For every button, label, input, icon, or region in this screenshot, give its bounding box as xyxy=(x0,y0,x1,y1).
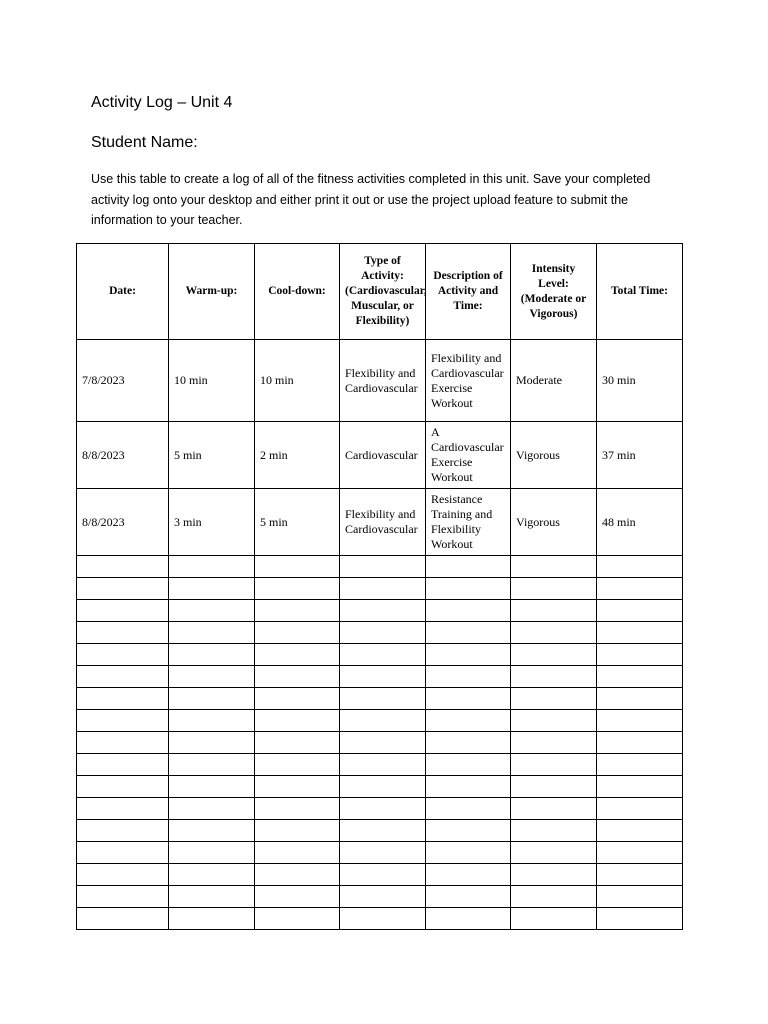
empty-cell[interactable] xyxy=(255,864,340,886)
empty-cell[interactable] xyxy=(255,556,340,578)
table-row-empty xyxy=(77,908,683,930)
header-cool-down: Cool-down: xyxy=(255,244,340,340)
table-row-empty xyxy=(77,776,683,798)
empty-cell[interactable] xyxy=(340,600,426,622)
empty-cell[interactable] xyxy=(597,886,683,908)
empty-cell[interactable] xyxy=(426,688,511,710)
empty-cell[interactable] xyxy=(169,732,255,754)
empty-cell[interactable] xyxy=(340,864,426,886)
empty-cell[interactable] xyxy=(255,666,340,688)
empty-cell[interactable] xyxy=(340,644,426,666)
empty-cell[interactable] xyxy=(511,710,597,732)
cell-intensity[interactable]: Vigorous xyxy=(511,489,597,556)
empty-cell[interactable] xyxy=(426,578,511,600)
empty-cell[interactable] xyxy=(511,776,597,798)
empty-cell[interactable] xyxy=(77,864,169,886)
empty-cell[interactable] xyxy=(77,688,169,710)
empty-cell[interactable] xyxy=(340,556,426,578)
empty-cell[interactable] xyxy=(511,908,597,930)
empty-cell[interactable] xyxy=(340,820,426,842)
empty-cell[interactable] xyxy=(255,776,340,798)
empty-cell[interactable] xyxy=(511,600,597,622)
empty-cell[interactable] xyxy=(255,644,340,666)
empty-cell[interactable] xyxy=(77,666,169,688)
empty-cell[interactable] xyxy=(597,732,683,754)
table-row-empty xyxy=(77,864,683,886)
empty-cell[interactable] xyxy=(255,600,340,622)
empty-cell[interactable] xyxy=(426,798,511,820)
cell-total-time[interactable]: 48 min xyxy=(597,489,683,556)
table-row-empty xyxy=(77,732,683,754)
instructions-paragraph: Use this table to create a log of all of the fitness activities completed in this unit. Save your completed activity log onto your desktop and either print it out or use the project upload feature to submit the information to your teacher. xyxy=(91,172,651,227)
empty-cell[interactable] xyxy=(255,710,340,732)
header-type-of-activity: Type of Activity: (Cardiovascular, Muscular, or Flexibility) xyxy=(340,244,426,340)
table-row-empty xyxy=(77,556,683,578)
empty-cell[interactable] xyxy=(426,622,511,644)
empty-cell[interactable] xyxy=(340,908,426,930)
cell-date[interactable]: 8/8/2023 xyxy=(77,422,169,489)
empty-cell[interactable] xyxy=(426,864,511,886)
cell-type[interactable]: Flexibility and Cardiovascular xyxy=(340,340,426,422)
table-row-empty xyxy=(77,578,683,600)
empty-cell[interactable] xyxy=(597,798,683,820)
empty-cell[interactable] xyxy=(597,666,683,688)
cell-total-time[interactable]: 37 min xyxy=(597,422,683,489)
table-row xyxy=(77,489,683,556)
cell-warm-up[interactable]: 5 min xyxy=(169,422,255,489)
empty-cell[interactable] xyxy=(340,710,426,732)
empty-cell[interactable] xyxy=(77,798,169,820)
table-row-empty xyxy=(77,666,683,688)
empty-cell[interactable] xyxy=(77,886,169,908)
empty-cell[interactable] xyxy=(511,666,597,688)
cell-cool-down[interactable]: 10 min xyxy=(255,340,340,422)
table-row-empty xyxy=(77,754,683,776)
empty-cell[interactable] xyxy=(255,908,340,930)
empty-cell[interactable] xyxy=(511,688,597,710)
cell-cool-down[interactable]: 2 min xyxy=(255,422,340,489)
empty-cell[interactable] xyxy=(255,754,340,776)
empty-cell[interactable] xyxy=(597,556,683,578)
table-row-empty xyxy=(77,600,683,622)
empty-cell[interactable] xyxy=(77,622,169,644)
table-row-empty xyxy=(77,820,683,842)
empty-cell[interactable] xyxy=(597,842,683,864)
empty-cell[interactable] xyxy=(426,754,511,776)
empty-cell[interactable] xyxy=(77,644,169,666)
table-row-empty xyxy=(77,798,683,820)
empty-cell[interactable] xyxy=(340,798,426,820)
empty-cell[interactable] xyxy=(255,578,340,600)
empty-cell[interactable] xyxy=(426,886,511,908)
empty-cell[interactable] xyxy=(169,908,255,930)
empty-cell[interactable] xyxy=(511,556,597,578)
empty-cell[interactable] xyxy=(340,666,426,688)
empty-cell[interactable] xyxy=(426,820,511,842)
empty-cell[interactable] xyxy=(426,556,511,578)
cell-total-time[interactable]: 30 min xyxy=(597,340,683,422)
empty-cell[interactable] xyxy=(511,644,597,666)
empty-cell[interactable] xyxy=(426,732,511,754)
cell-warm-up[interactable]: 10 min xyxy=(169,340,255,422)
empty-cell[interactable] xyxy=(597,908,683,930)
empty-cell[interactable] xyxy=(169,600,255,622)
empty-cell[interactable] xyxy=(169,776,255,798)
table-row-empty xyxy=(77,644,683,666)
empty-cell[interactable] xyxy=(169,710,255,732)
empty-cell[interactable] xyxy=(340,842,426,864)
empty-cell[interactable] xyxy=(255,820,340,842)
empty-cell[interactable] xyxy=(597,754,683,776)
empty-cell[interactable] xyxy=(426,776,511,798)
cell-type[interactable]: Cardiovascular xyxy=(340,422,426,489)
empty-cell[interactable] xyxy=(597,776,683,798)
cell-intensity[interactable]: Vigorous xyxy=(511,422,597,489)
empty-cell[interactable] xyxy=(255,622,340,644)
table-row-empty xyxy=(77,688,683,710)
empty-cell[interactable] xyxy=(597,578,683,600)
empty-cell[interactable] xyxy=(169,688,255,710)
header-date: Date: xyxy=(77,244,169,340)
empty-cell[interactable] xyxy=(77,732,169,754)
empty-cell[interactable] xyxy=(426,908,511,930)
empty-cell[interactable] xyxy=(511,886,597,908)
table-row xyxy=(77,340,683,422)
empty-cell[interactable] xyxy=(77,820,169,842)
empty-cell[interactable] xyxy=(255,842,340,864)
empty-cell[interactable] xyxy=(77,600,169,622)
empty-cell[interactable] xyxy=(426,842,511,864)
header-description: Description of Activity and Time: xyxy=(426,244,511,340)
empty-cell[interactable] xyxy=(597,820,683,842)
empty-cell[interactable] xyxy=(426,644,511,666)
empty-cell[interactable] xyxy=(77,578,169,600)
empty-cell[interactable] xyxy=(511,820,597,842)
blank-rows xyxy=(77,556,683,930)
empty-cell[interactable] xyxy=(511,754,597,776)
empty-cell[interactable] xyxy=(169,556,255,578)
empty-cell[interactable] xyxy=(169,842,255,864)
empty-cell[interactable] xyxy=(77,710,169,732)
empty-cell[interactable] xyxy=(597,600,683,622)
header-warm-up: Warm-up: xyxy=(169,244,255,340)
empty-cell[interactable] xyxy=(511,622,597,644)
student-name-label: Student Name: xyxy=(91,134,198,151)
empty-cell[interactable] xyxy=(169,622,255,644)
empty-cell[interactable] xyxy=(255,732,340,754)
empty-cell[interactable] xyxy=(597,864,683,886)
empty-cell[interactable] xyxy=(511,578,597,600)
empty-cell[interactable] xyxy=(511,864,597,886)
empty-cell[interactable] xyxy=(340,886,426,908)
table-row-empty xyxy=(77,842,683,864)
cell-description[interactable]: Resistance Training and Flexibility Workout xyxy=(426,489,511,556)
empty-cell[interactable] xyxy=(77,908,169,930)
empty-cell[interactable] xyxy=(340,578,426,600)
empty-cell[interactable] xyxy=(340,732,426,754)
table-row-empty xyxy=(77,886,683,908)
cell-intensity[interactable]: Moderate xyxy=(511,340,597,422)
empty-cell[interactable] xyxy=(169,820,255,842)
empty-cell[interactable] xyxy=(597,710,683,732)
empty-cell[interactable] xyxy=(77,842,169,864)
header-intensity-level: Intensity Level: (Moderate or Vigorous) xyxy=(511,244,597,340)
empty-cell[interactable] xyxy=(511,798,597,820)
empty-cell[interactable] xyxy=(255,798,340,820)
empty-cell[interactable] xyxy=(340,754,426,776)
empty-cell[interactable] xyxy=(77,776,169,798)
empty-cell[interactable] xyxy=(426,710,511,732)
table-row-empty xyxy=(77,710,683,732)
cell-date[interactable]: 8/8/2023 xyxy=(77,489,169,556)
cell-description[interactable]: Flexibility and Cardiovascular Exercise Workout xyxy=(426,340,511,422)
table-row-empty xyxy=(77,622,683,644)
empty-cell[interactable] xyxy=(426,666,511,688)
empty-cell[interactable] xyxy=(255,688,340,710)
empty-cell[interactable] xyxy=(597,644,683,666)
empty-cell[interactable] xyxy=(340,688,426,710)
empty-cell[interactable] xyxy=(169,666,255,688)
table-header-row xyxy=(77,244,683,340)
empty-cell[interactable] xyxy=(340,776,426,798)
empty-cell[interactable] xyxy=(169,886,255,908)
empty-cell[interactable] xyxy=(169,864,255,886)
cell-date[interactable]: 7/8/2023 xyxy=(77,340,169,422)
table-row xyxy=(77,422,683,489)
empty-cell[interactable] xyxy=(511,732,597,754)
empty-cell[interactable] xyxy=(169,644,255,666)
cell-warm-up[interactable]: 3 min xyxy=(169,489,255,556)
empty-cell[interactable] xyxy=(597,688,683,710)
empty-cell[interactable] xyxy=(511,842,597,864)
cell-type[interactable]: Flexibility and Cardiovascular xyxy=(340,489,426,556)
empty-cell[interactable] xyxy=(340,622,426,644)
cell-cool-down[interactable]: 5 min xyxy=(255,489,340,556)
document-title: Activity Log – Unit 4 xyxy=(91,94,233,111)
empty-cell[interactable] xyxy=(597,622,683,644)
empty-cell[interactable] xyxy=(426,600,511,622)
empty-cell[interactable] xyxy=(169,578,255,600)
empty-cell[interactable] xyxy=(77,754,169,776)
empty-cell[interactable] xyxy=(255,886,340,908)
empty-cell[interactable] xyxy=(77,556,169,578)
cell-description[interactable]: A Cardiovascular Exercise Workout xyxy=(426,422,511,489)
activity-log-table xyxy=(76,243,683,930)
empty-cell[interactable] xyxy=(169,754,255,776)
empty-cell[interactable] xyxy=(169,798,255,820)
header-total-time: Total Time: xyxy=(597,244,683,340)
